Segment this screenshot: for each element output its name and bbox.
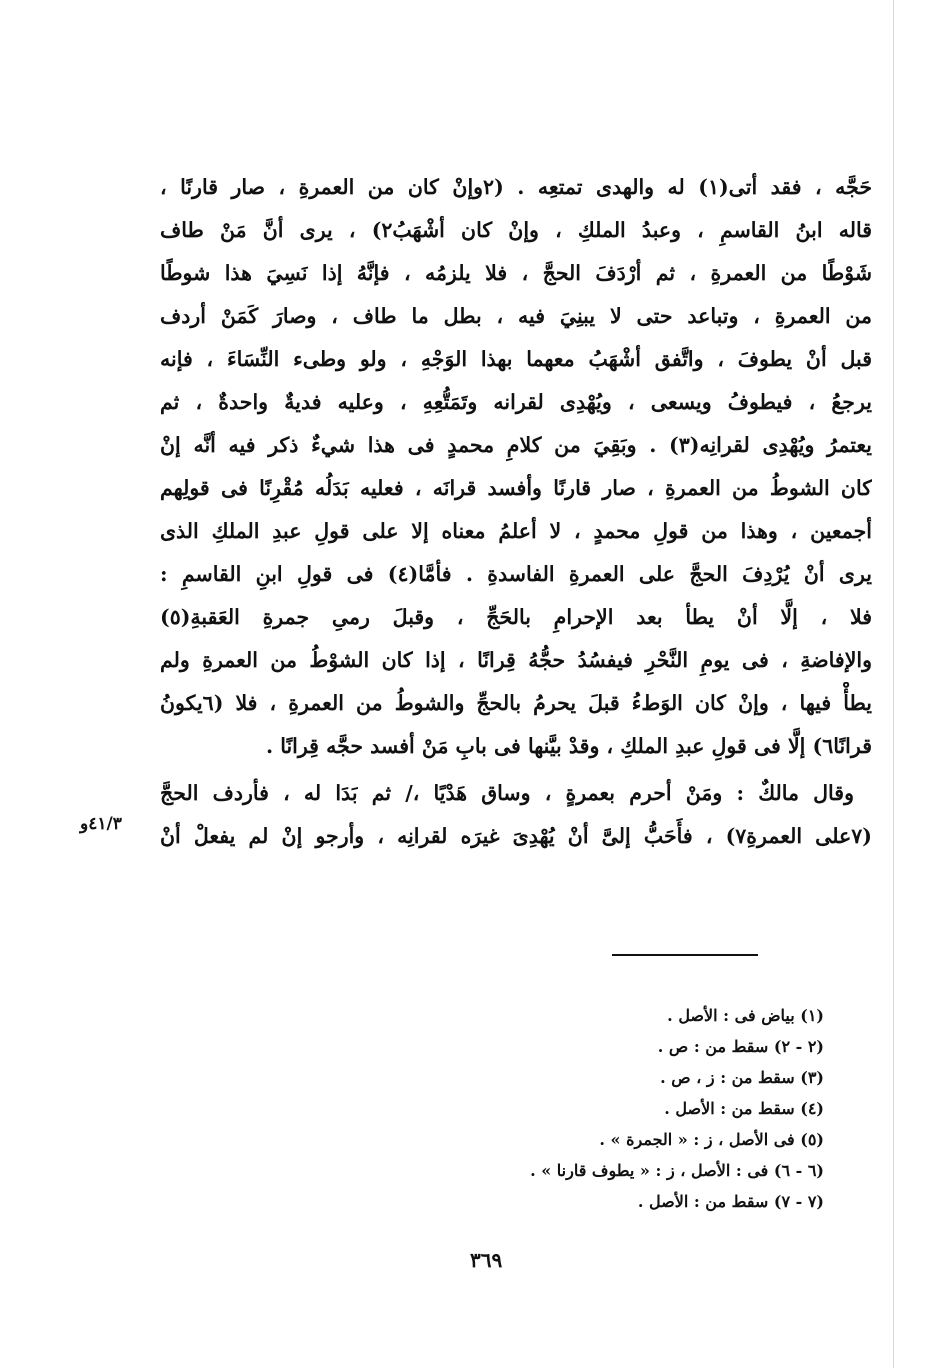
text-line: وقال مالكٌ : ومَنْ أحرم بعمرةٍ ، وساق هَدْيًا ،/ ثم بَدَا له ، فأردف الحجَّ (160, 781, 854, 805)
page-number: ٣٦٩ (470, 1248, 503, 1272)
footnote: (٢ - ٢) سقط من : ص . (657, 1037, 824, 1056)
footnote: (١) بياض فى : الأصل . (667, 1006, 824, 1025)
footnote: (٦ - ٦) فى : الأصل ، ز : « يطوف قارنا » . (530, 1161, 824, 1180)
footnote-divider (612, 954, 758, 956)
text-line: قرانًا٦) إلَّا فى قولِ عبدِ الملكِ ، وقدْ بيَّنها فى بابِ مَنْ أفسد حجَّه قِرانًا . (265, 734, 872, 758)
text-line: أجمعين ، وهذا من قولِ محمدٍ ، لا أعلمُ معناه إلا على قولِ عبدِ الملكِ الذى (160, 519, 872, 543)
text-line: كان الشوطُ من العمرةِ ، صار قارنًا وأفسد قرانَه ، فعليه بَدَلُه مُقْرِنًا فى قولِهم (160, 476, 872, 500)
text-line: شَوْطًا من العمرةِ ، ثم أرْدَفَ الحجَّ ، فلا يلزمُه ، فإنَّهُ إذا نَسِيَ هذا شوطًا (160, 261, 872, 285)
text-line: قاله ابنُ القاسمِ ، وعبدُ الملكِ ، وإنْ كان أشْهَبُ٢) ، يرى أنَّ مَنْ طاف (160, 218, 872, 242)
footnote: (٥) فى الأصل ، ز : « الجمرة » . (599, 1130, 824, 1149)
footnote: (٤) سقط من : الأصل . (664, 1099, 824, 1118)
text-line: (٧على العمرةِ٧) ، فأَحَبُّ إلىَّ أنْ يُهْدِىَ غيرَه لقرانِه ، وأرجو إنْ لم يفعلْ أنْ (160, 824, 872, 848)
footnotes-block (304, 1000, 824, 1217)
paragraph-1 (160, 166, 872, 768)
main-text-block (160, 166, 872, 858)
text-line: فلا ، إلَّا أنْ يطأ بعد الإحرامِ بالحَجِّ ، وقبلَ رمىِ جمرةِ العَقبةِ(٥) (160, 605, 872, 629)
paragraph-2 (160, 772, 872, 858)
text-line: يرجعُ ، فيطوفُ ويسعى ، ويُهْدِى لقرانه وتَمَتُّعِهِ ، وعليه فديةٌ واحدةٌ ، ثم (160, 390, 872, 414)
footnote: (٧ - ٧) سقط من : الأصل . (637, 1192, 824, 1211)
text-line: يرى أنْ يُرْدِفَ الحجَّ على العمرةِ الفاسدةِ . فأمَّا(٤) فى قولِ ابنِ القاسمِ : (160, 562, 872, 586)
text-line: يعتمرُ ويُهْدِى لقرانِه(٣) . وبَقِيَ من كلامِ محمدٍ فى هذا شيءٌ ذكر فيه أنَّه إنْ (160, 433, 872, 457)
text-line: والإفاضةِ ، فى يومِ النَّحْرِ فيفسُدُ حجُّهُ قِرانًا ، إذا كان الشوْطُ من العمرةِ ولم (160, 648, 872, 672)
page-edge-line (893, 0, 894, 1368)
footnote: (٣) سقط من : ز ، ص . (660, 1068, 824, 1087)
text-line: حَجَّه ، فقد أتى(١) له والهدى تمتعِه . (٢وإنْ كان من العمرةِ ، صار قارنًا ، (160, 175, 872, 199)
text-line: قبل أنْ يطوفَ ، واتَّفق أشْهَبُ معهما بهذا الوَجْهِ ، ولو وطىء النِّسَاءَ ، فإنه (160, 347, 872, 371)
text-line: يطأْ فيها ، وإنْ كان الوَطءُ قبلَ يحرمُ بالحجِّ والشوطُ من العمرةِ ، فلا (٦يكونُ (160, 691, 872, 715)
text-line: من العمرةِ ، وتباعد حتى لا يبنِيَ فيه ، بطل ما طاف ، وصارَ كَمَنْ أردف (160, 304, 872, 328)
folio-margin-note: ٤١/٣و (80, 814, 122, 834)
